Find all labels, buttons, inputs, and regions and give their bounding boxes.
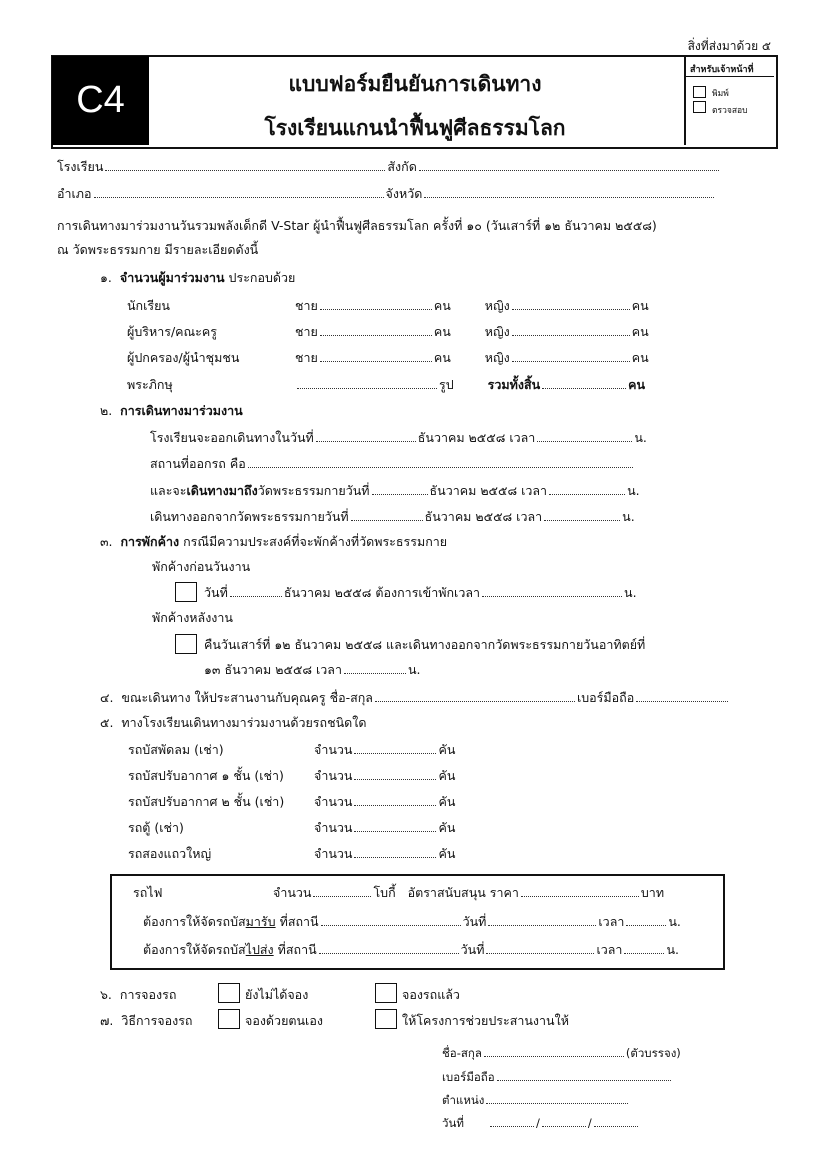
unit-label: คัน (438, 768, 456, 783)
sign-day-field[interactable] (490, 1114, 534, 1127)
s4-phone-label: เบอร์มือถือ (576, 690, 635, 705)
female-count-field[interactable] (512, 297, 630, 310)
stay-before-checkbox[interactable] (175, 582, 197, 602)
female-label: หญิง (484, 324, 510, 339)
depart-time-field[interactable] (537, 429, 632, 442)
amount-label: จำนวน (314, 846, 353, 861)
sign-year-field[interactable] (594, 1114, 638, 1127)
title-line-2: โรงเรียนแกนนำฟื้นฟูศีลธรรมโลก (264, 116, 566, 140)
s3-title-rest: กรณีมีความประสงค์ที่จะพักค้างที่วัดพระธรรมกาย (183, 534, 448, 549)
s1-title: จำนวนผู้มาร่วมงาน (119, 270, 225, 285)
stay-after-line-1: คืนวันเสาร์ที่ ๑๒ ธันวาคม ๒๕๕๘ และเดินทางออกจากวัดพระธรรมกายวันอาทิตย์ที่ (204, 637, 646, 652)
stay-after-checkbox[interactable] (175, 634, 197, 654)
unit-label: น. (408, 662, 421, 677)
s1-title-rest: ประกอบด้วย (228, 270, 296, 285)
monk-label: พระภิกษุ (127, 377, 173, 392)
title-line-1: แบบฟอร์มยืนยันการเดินทาง (288, 72, 542, 96)
sign-phone-field[interactable] (497, 1068, 671, 1081)
print-checkbox[interactable] (693, 86, 706, 98)
train-car-label: โบกี้ (373, 885, 396, 900)
unit-label: คัน (438, 742, 456, 757)
intro-line-2: ณ วัดพระธรรมกาย มีรายละเอียดดังนี้ (57, 242, 259, 257)
pickup-date-label: วันที่ (462, 914, 487, 929)
intro-line-1: การเดินทางมาร่วมงานวันรวมพลังเด็กดี V-Star ผู้นำฟื้นฟูศีลธรรมโลก ครั้งที่ ๑๐ (วันเสาร์ที่ ๑๒ ธันวาคม ๒๕๕๘) (57, 218, 657, 233)
s1-row-label: ผู้บริหาร/คณะครู (127, 324, 217, 339)
s1-row (127, 297, 649, 314)
baht-label: บาท (640, 885, 665, 900)
s3-num: ๓. (100, 534, 113, 549)
vehicle-count-field[interactable] (354, 767, 436, 780)
s7-label (100, 1013, 193, 1029)
arrive-label-a: และจะ (150, 483, 187, 498)
s6-title: การจองรถ (119, 987, 177, 1002)
district-field[interactable] (94, 185, 384, 198)
unit-label: น. (622, 509, 635, 524)
female-label: หญิง (484, 298, 510, 313)
vehicle-row (128, 767, 455, 784)
sign-position-row (442, 1091, 630, 1110)
leave-date-field[interactable] (351, 508, 423, 521)
unit-label: คัน (438, 794, 456, 809)
vehicle-label: รถบัสปรับอากาศ ๒ ชั้น (เช่า) (128, 794, 285, 809)
female-label: หญิง (484, 350, 510, 365)
unit-label: น. (624, 585, 637, 600)
contact-phone-field[interactable] (636, 689, 728, 702)
male-label: ชาย (295, 298, 318, 313)
sign-position-field[interactable] (486, 1091, 628, 1104)
total-label: รวมทั้งสิ้น (487, 377, 541, 392)
female-count-field[interactable] (512, 349, 630, 362)
pickup-label-a: ต้องการให้จัดรถบัส (143, 914, 246, 929)
contact-name-field[interactable] (375, 689, 575, 702)
vehicle-label: รถสองแถวใหญ่ (128, 846, 212, 861)
office-header: สำหรับเจ้าหน้าที่ (690, 65, 754, 75)
district-label: อำเภอ (57, 186, 92, 201)
amount-label: จำนวน (314, 820, 353, 835)
sign-phone-label: เบอร์มือถือ (442, 1070, 495, 1084)
s2-title: การเดินทางมาร่วมงาน (120, 403, 243, 418)
office-header-rule (686, 76, 774, 77)
unit-label: น. (668, 914, 681, 929)
sign-name-note: (ตัวบรรจง) (625, 1046, 681, 1060)
arrive-time-field[interactable] (549, 482, 625, 495)
province-field[interactable] (424, 185, 714, 198)
arrive-time-label: ธันวาคม ๒๕๕๘ เวลา (429, 483, 548, 498)
dropoff-row (143, 941, 679, 958)
s3-heading (100, 534, 447, 550)
monk-unit: รูป (439, 377, 454, 392)
s2-heading (100, 403, 243, 419)
amount-label: จำนวน (314, 742, 353, 757)
s1-row-label: ผู้ปกครอง/ผู้นำชุมชน (127, 350, 240, 365)
dropoff-station-field[interactable] (319, 941, 459, 954)
stay-date-label: วันที่ (204, 585, 228, 600)
check-label: ตรวจสอบ (712, 106, 748, 116)
s7-title: วิธีการจองรถ (121, 1013, 193, 1028)
s1-row (127, 323, 649, 340)
s5-heading (100, 715, 366, 731)
dropoff-station-label: ที่สถานี (277, 942, 317, 957)
train-count-field[interactable] (313, 884, 371, 897)
arrive-label-b: เดินทางมาถึง (186, 483, 258, 498)
depart-date-field[interactable] (316, 429, 416, 442)
self-booking-checkbox[interactable] (218, 1009, 240, 1029)
vehicle-count-field[interactable] (354, 793, 436, 806)
s2-leave-row (150, 508, 635, 525)
pickup-label-b: มารับ (245, 914, 276, 929)
vehicle-row (128, 845, 455, 862)
pickup-date-field[interactable] (488, 913, 596, 926)
amount-label: จำนวน (314, 768, 353, 783)
sign-date-label: วันที่ (442, 1116, 464, 1130)
male-count-field[interactable] (320, 323, 432, 336)
project-booking-checkbox[interactable] (375, 1009, 397, 1029)
arrive-label-c: วัดพระธรรมกายวันที่ (257, 483, 370, 498)
booked-label: จองรถแล้ว (402, 987, 460, 1002)
depart-place-field[interactable] (248, 455, 633, 468)
s6-label (100, 987, 176, 1003)
dropoff-time-label: เวลา (596, 942, 623, 957)
stay-after-time-label: ๑๓ ธันวาคม ๒๕๕๘ เวลา (204, 662, 342, 677)
unit-label: คน (433, 350, 451, 365)
s2-arrive-row (150, 482, 640, 499)
pickup-station-field[interactable] (321, 913, 461, 926)
pickup-row (143, 913, 681, 930)
depart-time-label: ธันวาคม ๒๕๕๘ เวลา (417, 430, 536, 445)
leave-time-field[interactable] (544, 508, 620, 521)
not-booked-label: ยังไม่ได้จอง (245, 987, 309, 1002)
unit-label: คน (433, 298, 451, 313)
self-booking-label: จองด้วยตนเอง (245, 1013, 323, 1028)
sign-name-row (442, 1044, 681, 1063)
sign-date-row: วันที่ / / (442, 1114, 640, 1133)
stay-time-field[interactable] (482, 584, 622, 597)
dropoff-label-b: ไปส่ง (245, 942, 274, 957)
form-code-badge (52, 56, 149, 145)
s3-title: การพักค้าง (120, 534, 180, 549)
sign-position-label: ตำแหน่ง (442, 1093, 485, 1107)
total-unit: คน (628, 377, 646, 392)
dropoff-date-field[interactable] (486, 941, 594, 954)
train-row (133, 884, 664, 901)
sign-phone-row (442, 1068, 673, 1087)
s4-contact-label: ขณะเดินทาง ให้ประสานงานกับคุณครู ชื่อ-สกุล (121, 690, 373, 705)
vehicle-label: รถตู้ (เช่า) (128, 820, 184, 835)
sign-name-field[interactable] (484, 1044, 624, 1057)
unit-label: น. (666, 942, 679, 957)
leave-date-label: เดินทางออกจากวัดพระธรรมกายวันที่ (150, 509, 349, 524)
school-row (57, 158, 721, 175)
stay-after-line-2 (204, 661, 421, 678)
stay-after-label: พักค้างหลังงาน (152, 610, 233, 625)
unit-label: คัน (438, 820, 456, 835)
unit-label: คัน (438, 846, 456, 861)
depart-place-label: สถานที่ออกรถ คือ (150, 456, 246, 471)
s4-row (100, 689, 730, 706)
dropoff-label-a: ต้องการให้จัดรถบัส (143, 942, 246, 957)
s6-num: ๖. (100, 987, 112, 1002)
s1-row (127, 349, 649, 366)
stay-date-field[interactable] (230, 584, 282, 597)
dropoff-time-field[interactable] (624, 941, 664, 954)
booked-checkbox[interactable] (375, 983, 397, 1003)
vehicle-row (128, 793, 455, 810)
vehicle-row (128, 819, 455, 836)
s1-row-label: นักเรียน (127, 298, 170, 313)
vehicle-count-field[interactable] (354, 741, 436, 754)
s5-title: ทางโรงเรียนเดินทางมาร่วมงานด้วยรถชนิดใด (121, 715, 367, 730)
train-label: รถไฟ (133, 885, 163, 900)
sign-name-label: ชื่อ-สกุล (442, 1046, 482, 1060)
monk-count-field[interactable] (297, 376, 437, 389)
vehicle-count-field[interactable] (354, 819, 436, 832)
not-booked-checkbox[interactable] (218, 983, 240, 1003)
pickup-time-field[interactable] (626, 913, 666, 926)
vehicle-label: รถบัสปรับอากาศ ๑ ชั้น (เช่า) (128, 768, 284, 783)
male-count-field[interactable] (320, 297, 432, 310)
total-count-field[interactable] (542, 376, 626, 389)
unit-label: คน (433, 324, 451, 339)
affiliation-field[interactable] (419, 158, 719, 171)
affiliation-label: สังกัด (387, 159, 417, 174)
attachment-label: สิ่งที่ส่งมาด้วย ๕ (687, 39, 771, 53)
pickup-station-label: ที่สถานี (279, 914, 319, 929)
arrive-date-field[interactable] (372, 482, 428, 495)
unit-label: คน (631, 298, 649, 313)
leave-time-label: ธันวาคม ๒๕๕๘ เวลา (424, 509, 543, 524)
province-label: จังหวัด (385, 186, 423, 201)
s5-num: ๕. (100, 715, 114, 730)
school-field[interactable] (105, 158, 385, 171)
s4-num: ๔. (100, 690, 114, 705)
male-label: ชาย (295, 350, 318, 365)
train-rate-field[interactable] (521, 884, 639, 897)
stay-after-time-field[interactable] (344, 661, 406, 674)
unit-label: คน (631, 350, 649, 365)
s2-num: ๒. (100, 403, 113, 418)
print-label: พิมพ์ (712, 89, 729, 99)
stay-before-row (204, 584, 637, 601)
project-booking-label: ให้โครงการช่วยประสานงานให้ (402, 1013, 569, 1028)
vehicle-label: รถบัสพัดลม (เช่า) (128, 742, 224, 757)
train-amount-label: จำนวน (273, 885, 312, 900)
school-label: โรงเรียน (57, 159, 104, 174)
district-row (57, 185, 716, 202)
stay-time-label: ธันวาคม ๒๕๕๘ ต้องการเข้าพักเวลา (283, 585, 481, 600)
s7-num: ๗. (100, 1013, 114, 1028)
depart-date-label: โรงเรียนจะออกเดินทางในวันที่ (150, 430, 314, 445)
office-box-divider (684, 56, 686, 145)
sign-month-field[interactable] (542, 1114, 586, 1127)
unit-label: น. (627, 483, 640, 498)
s2-depart-row (150, 429, 647, 446)
unit-label: คน (631, 324, 649, 339)
check-checkbox[interactable] (693, 101, 706, 113)
male-label: ชาย (295, 324, 318, 339)
s1-monk-row (127, 376, 645, 393)
s1-num: ๑. (100, 270, 112, 285)
stay-before-label: พักค้างก่อนวันงาน (152, 559, 251, 574)
male-count-field[interactable] (320, 349, 432, 362)
unit-label: น. (634, 430, 647, 445)
vehicle-count-field[interactable] (354, 845, 436, 858)
form-code: C4 (76, 79, 125, 121)
amount-label: จำนวน (314, 794, 353, 809)
dropoff-date-label: วันที่ (460, 942, 485, 957)
s2-place-row (150, 455, 635, 472)
s1-heading (100, 270, 295, 286)
female-count-field[interactable] (512, 323, 630, 336)
train-rate-label: อัตราสนับสนุน ราคา (407, 885, 519, 900)
pickup-time-label: เวลา (598, 914, 625, 929)
vehicle-row (128, 741, 455, 758)
